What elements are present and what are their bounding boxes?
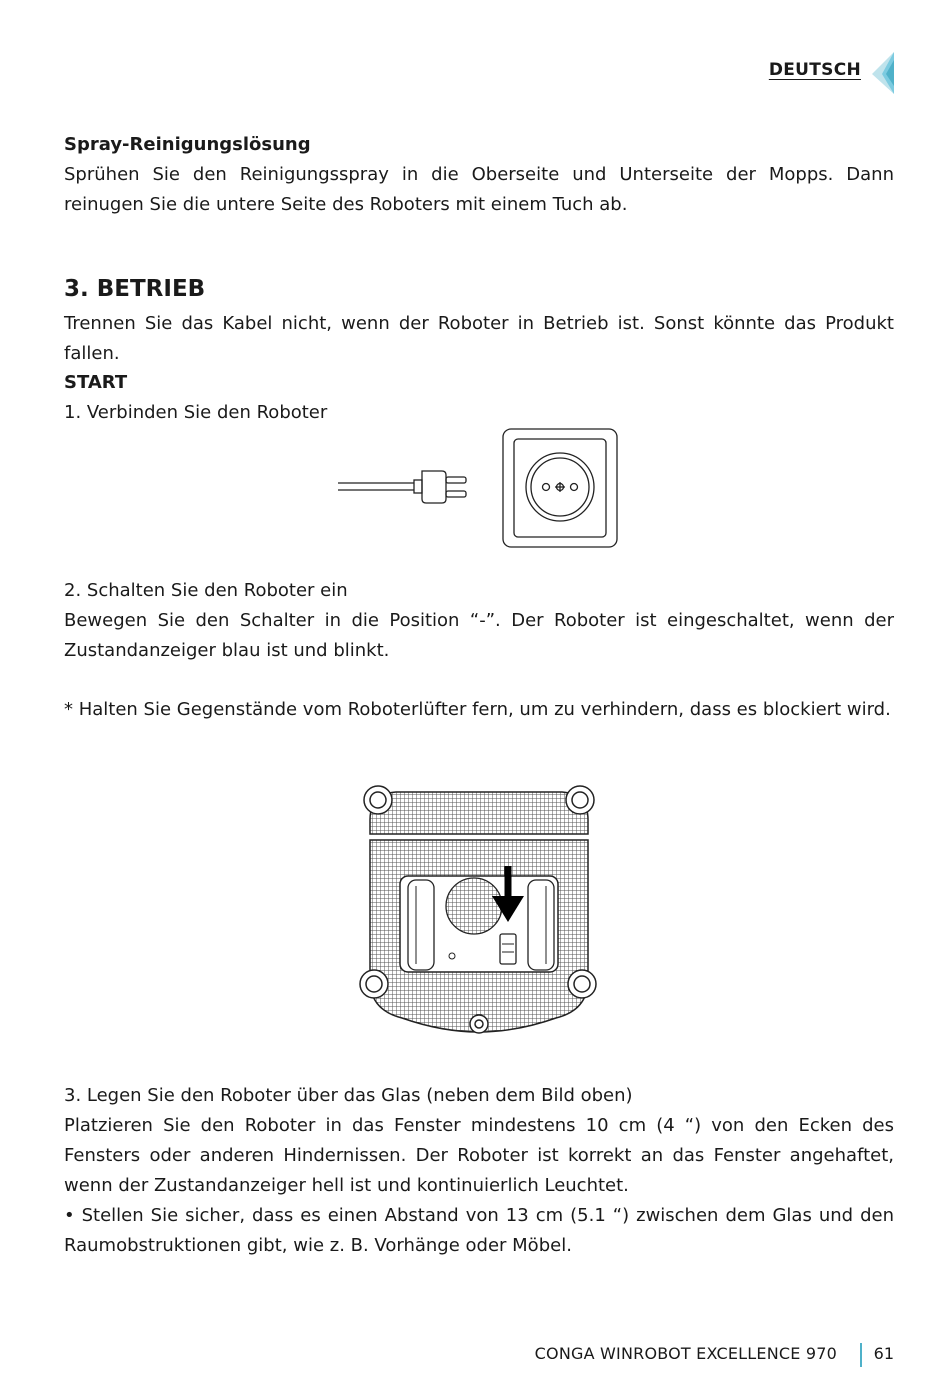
section-intro: Trennen Sie das Kabel nicht, wenn der Roboter in Betrieb ist. Sonst könnte das Produkt fallen. bbox=[64, 313, 894, 364]
step2-title: 2. Schalten Sie den Roboter ein bbox=[64, 580, 348, 601]
footer-product-name: CONGA WINROBOT EXCELLENCE 970 bbox=[534, 1344, 837, 1363]
corner-mark-icon bbox=[868, 50, 896, 96]
step3-block bbox=[64, 1081, 894, 1261]
page-number: 61 bbox=[873, 1344, 894, 1363]
fan-note: * Halten Sie Gegenstände vom Roboterlüfter fern, um zu verhindern, dass es blockiert wird. bbox=[64, 699, 891, 720]
spray-section bbox=[64, 130, 894, 220]
section-title: 3. BETRIEB bbox=[64, 276, 206, 302]
spray-heading: Spray-Reinigungslösung bbox=[64, 134, 311, 155]
start-block bbox=[64, 368, 894, 428]
robot-switch-illustration bbox=[356, 782, 602, 1038]
step3-bullet: • Stellen Sie sicher, dass es einen Abstand von 13 cm (5.1 “) zwischen dem Glas und den Raumobstruktionen gibt, wie z. B. Vorhänge oder Möbel. bbox=[64, 1205, 894, 1256]
language-label: DEUTSCH bbox=[768, 60, 861, 80]
step2-block bbox=[64, 576, 894, 666]
spray-text: Sprühen Sie den Reinigungsspray in die Oberseite und Unterseite der Mopps. Dann reinugen Sie die untere Seite des Roboters mit einem Tuch ab. bbox=[64, 164, 894, 215]
step3-text: Platzieren Sie den Roboter in das Fenster mindestens 10 cm (4 “) von den Ecken des Fensters oder anderen Hindernissen. Der Roboter ist korrekt an das Fenster angehaftet, wenn der Zustandanzeiger hell ist und kontinuierlich Leuchtet. bbox=[64, 1115, 894, 1196]
start-heading: START bbox=[64, 372, 128, 393]
footer-divider bbox=[860, 1343, 862, 1367]
plug-socket-illustration bbox=[336, 427, 626, 552]
note-block bbox=[64, 695, 894, 725]
step2-text: Bewegen Sie den Schalter in die Position “-”. Der Roboter ist eingeschaltet, wenn der Zustandanzeiger blau ist und blinkt. bbox=[64, 610, 894, 661]
step1-text: 1. Verbinden Sie den Roboter bbox=[64, 402, 328, 423]
section-intro-block bbox=[64, 309, 894, 369]
step3-title: 3. Legen Sie den Roboter über das Glas (neben dem Bild oben) bbox=[64, 1085, 633, 1106]
